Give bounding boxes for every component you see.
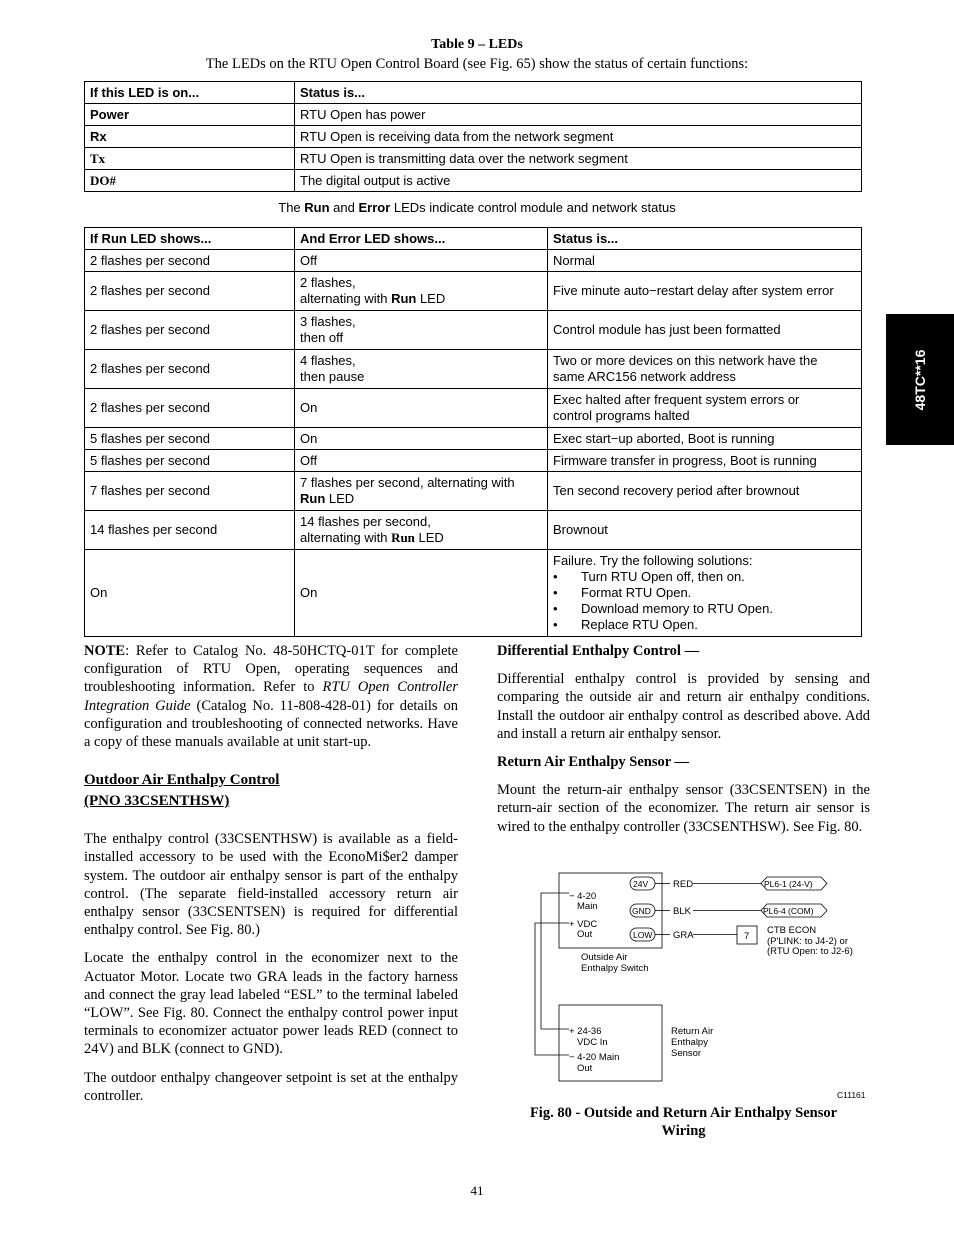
- switch-term: + VDC: [569, 919, 598, 930]
- caption-text: and: [329, 200, 359, 215]
- solution-list: [553, 569, 856, 633]
- status-cell: Firmware transfer in progress, Boot is running: [548, 450, 862, 472]
- status-line: Two or more devices on this network have the: [553, 353, 818, 368]
- error-cell: [295, 272, 548, 311]
- error-line: alternating with: [300, 530, 392, 545]
- run-cell: 5 flashes per second: [85, 428, 295, 450]
- paragraph: The outdoor enthalpy changeover setpoint is set at the enthalpy controller.: [84, 1069, 458, 1104]
- paragraph: The enthalpy control (33CSENTHSW) is available as a field-installed accessory to be used with the EconoMi$er2 damper system. The outdoor air enthalpy sensor is part of the enthalpy control. (The separate field-installed accessory return air enthalpy sensor (33CSENTSEN) is required for differential enthalpy control. See Fig. 80.): [84, 831, 458, 939]
- note-text: : Refer to Catalog No. 48-50HCTQ-01T for complete configuration of RTU Open, operating sequences and troubleshooting information. Refer to: [84, 643, 458, 696]
- list-item: • Download memory to RTU Open.: [553, 601, 856, 617]
- error-line: 2 flashes,: [300, 275, 356, 290]
- guide-title: RTU Open Controller Integration Guide: [84, 679, 458, 714]
- run-cell: 2 flashes per second: [85, 311, 295, 350]
- ctb-text: (P'LINK: to J4-2) or: [767, 936, 849, 947]
- table-header-row: [85, 228, 862, 250]
- run-word: Run: [300, 491, 326, 506]
- error-line: 7 flashes per second, alternating with: [300, 475, 515, 490]
- table-row: [85, 170, 862, 192]
- status-cell: [548, 550, 862, 637]
- caption-text: LEDs indicate control module and network status: [390, 200, 676, 215]
- table-row: [85, 148, 862, 170]
- led-name: Tx: [85, 148, 295, 170]
- caption-text: The: [278, 200, 305, 215]
- run-cell: 14 flashes per second: [85, 511, 295, 550]
- table-header-row: [85, 82, 862, 104]
- column-header: And Error LED shows...: [295, 228, 548, 250]
- note-label: NOTE: [84, 643, 126, 659]
- wire-label: RED: [673, 879, 694, 890]
- error-cell: On: [295, 550, 548, 637]
- ctb-text: (RTU Open: to J2-6): [767, 946, 853, 957]
- error-line: alternating with: [300, 291, 392, 306]
- led-status: RTU Open is receiving data from the network segment: [295, 126, 862, 148]
- status-line: Exec halted after frequent system errors or: [553, 392, 800, 407]
- ctb-number: 7: [744, 931, 750, 942]
- table-row: [85, 450, 862, 472]
- pin-label: 24V: [633, 879, 649, 889]
- error-cell: On: [295, 428, 548, 450]
- error-line: then off: [300, 330, 344, 345]
- error-cell: [295, 472, 548, 511]
- status-line: Failure. Try the following solutions:: [553, 553, 753, 568]
- run-table-caption: [0, 200, 954, 215]
- wiring-diagram: [497, 868, 872, 1103]
- status-cell: Brownout: [548, 511, 862, 550]
- error-cell: Off: [295, 450, 548, 472]
- sensor-label: Sensor: [671, 1048, 702, 1059]
- side-tab-label: 48TC**16: [912, 349, 928, 410]
- run-cell: 2 flashes per second: [85, 272, 295, 311]
- column-header: Status is...: [295, 82, 862, 104]
- paragraph: Locate the enthalpy control in the economizer next to the Actuator Motor. Locate two GRA leads in the factory harness and connect the gray lead labeled “ESL” to the terminal labeled “LOW”. See Fig. 80. Connect the enthalpy control power input terminals to economizer actuator power leads RED (connect to 24V) and BLK (connect to GND).: [84, 950, 458, 1058]
- error-cell: Off: [295, 250, 548, 272]
- table-caption: The LEDs on the RTU Open Control Board (see Fig. 65) show the status of certain functions:: [205, 56, 749, 72]
- error-line: 3 flashes,: [300, 314, 356, 329]
- list-item: • Turn RTU Open off, then on.: [553, 569, 856, 585]
- figure-caption: [497, 1104, 870, 1140]
- status-cell: [548, 350, 862, 389]
- switch-term: − 4-20: [569, 891, 597, 902]
- section-heading: [84, 770, 458, 812]
- list-item: • Format RTU Open.: [553, 585, 856, 601]
- subheading: Differential Enthalpy Control —: [497, 643, 700, 659]
- sensor-label: Return Air: [671, 1026, 714, 1037]
- switch-label: Enthalpy Switch: [581, 963, 649, 974]
- error-line: then pause: [300, 369, 365, 384]
- pin-label: LOW: [633, 930, 653, 940]
- status-cell: [548, 389, 862, 428]
- sensor-term: Out: [577, 1063, 593, 1074]
- led-name: Rx: [85, 126, 295, 148]
- run-cell: 2 flashes per second: [85, 250, 295, 272]
- run-word: Run: [391, 530, 415, 545]
- led-name: Power: [85, 104, 295, 126]
- table-row: [85, 126, 862, 148]
- wire-vdc: [535, 923, 569, 1055]
- table-row: [85, 250, 862, 272]
- sensor-term: VDC In: [577, 1037, 608, 1048]
- error-cell: On: [295, 389, 548, 428]
- status-line: same ARC156 network address: [553, 369, 736, 384]
- caption-run: Run: [304, 200, 330, 215]
- plug-label: PL6-1 (24-V): [764, 879, 813, 889]
- status-cell: Ten second recovery period after brownout: [548, 472, 862, 511]
- note-text: (Catalog No. 11-808-428-01) for details on configuration and troubleshooting of connected networks. Have a copy of these manuals available at unit start-up.: [84, 697, 458, 751]
- heading-line: Outdoor Air Enthalpy Control: [84, 772, 280, 789]
- column-header: If this LED is on...: [85, 82, 295, 104]
- table-row: [85, 550, 862, 637]
- error-cell: [295, 350, 548, 389]
- run-cell: 5 flashes per second: [85, 450, 295, 472]
- ctb-text: CTB ECON: [767, 925, 817, 936]
- status-cell: Normal: [548, 250, 862, 272]
- page-number: 41: [470, 1183, 484, 1198]
- table-row: [85, 472, 862, 511]
- led-status: The digital output is active: [295, 170, 862, 192]
- table-row: [85, 428, 862, 450]
- error-line: LED: [414, 530, 444, 545]
- caption-line: Fig. 80 - Outside and Return Air Enthalpy Sensor: [529, 1105, 838, 1121]
- sensor-term: − 4-20 Main: [569, 1052, 620, 1063]
- paragraph: Mount the return-air enthalpy sensor (33CSENTSEN) in the return-air section of the economizer. The return air sensor is wired to the enthalpy controller (33CSENTHSW). See Fig. 80.: [497, 782, 870, 835]
- sensor-term: + 24-36: [569, 1026, 602, 1037]
- led-table: [84, 81, 862, 192]
- table-row: [85, 389, 862, 428]
- status-cell: Exec start−up aborted, Boot is running: [548, 428, 862, 450]
- note-paragraph: [84, 642, 458, 751]
- sensor-box: [559, 1005, 662, 1081]
- left-column: [84, 642, 458, 1105]
- plug-label: PL6-4 (COM): [763, 906, 814, 916]
- side-tab: [886, 314, 954, 445]
- run-cell: 2 flashes per second: [85, 389, 295, 428]
- caption-line: Wiring: [661, 1123, 706, 1139]
- list-item: • Replace RTU Open.: [553, 617, 856, 633]
- error-line: 14 flashes per second,: [300, 514, 431, 529]
- switch-term: Main: [577, 901, 598, 912]
- table-row: [85, 511, 862, 550]
- led-name: DO#: [85, 170, 295, 192]
- switch-term: Out: [577, 929, 593, 940]
- led-status: RTU Open is transmitting data over the network segment: [295, 148, 862, 170]
- table-title: Table 9 – LEDs: [431, 37, 523, 52]
- heading-line: (PNO 33CSENTHSW): [84, 793, 230, 810]
- switch-label: Outside Air: [581, 952, 628, 963]
- paragraph: Differential enthalpy control is provided by sensing and comparing the outside air and return air enthalpy conditions. Install the outdoor air enthalpy control as described above. Add and install a return air enthalpy sensor.: [497, 671, 870, 742]
- error-line: 4 flashes,: [300, 353, 356, 368]
- column-header: Status is...: [548, 228, 862, 250]
- table-row: [85, 350, 862, 389]
- subheading: Return Air Enthalpy Sensor —: [497, 754, 690, 771]
- run-error-table: [84, 227, 862, 637]
- error-cell: [295, 311, 548, 350]
- error-line: LED: [416, 291, 446, 306]
- pin-label: GND: [632, 906, 651, 916]
- status-cell: Five minute auto−restart delay after system error: [548, 272, 862, 311]
- sensor-label: Enthalpy: [671, 1037, 708, 1048]
- table-row: [85, 272, 862, 311]
- table-row: [85, 311, 862, 350]
- status-line: control programs halted: [553, 408, 690, 423]
- figure-code: C11161: [837, 1090, 866, 1100]
- run-word: Run: [391, 291, 417, 306]
- wire-label: BLK: [673, 906, 691, 917]
- run-cell: 7 flashes per second: [85, 472, 295, 511]
- error-line: LED: [325, 491, 355, 506]
- led-status: RTU Open has power: [295, 104, 862, 126]
- status-cell: Control module has just been formatted: [548, 311, 862, 350]
- wire-main: [541, 893, 569, 1029]
- error-cell: [295, 511, 548, 550]
- table-row: [85, 104, 862, 126]
- caption-error: Error: [358, 200, 391, 215]
- right-column: [497, 642, 870, 836]
- run-cell: On: [85, 550, 295, 637]
- run-cell: 2 flashes per second: [85, 350, 295, 389]
- wire-label: GRA: [673, 930, 694, 941]
- column-header: If Run LED shows...: [85, 228, 295, 250]
